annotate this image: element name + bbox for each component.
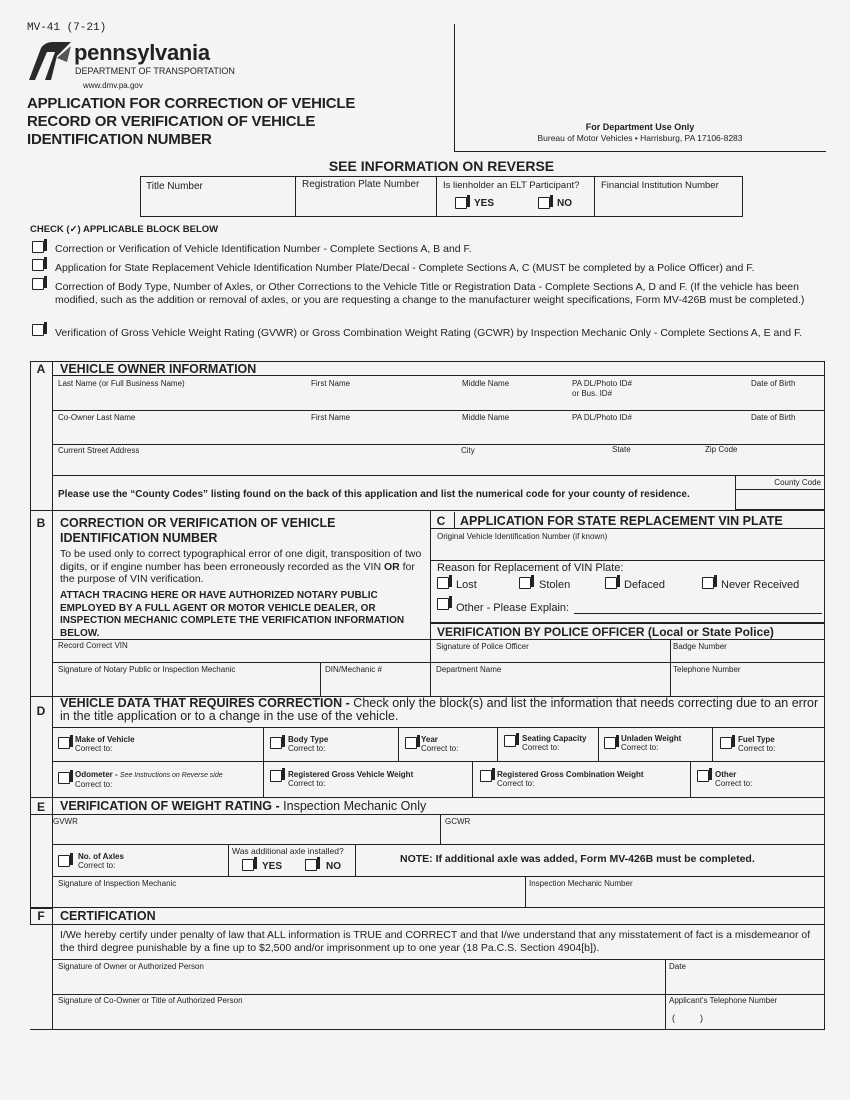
gcwr-label: GCWR xyxy=(445,817,471,826)
phone-label: Telephone Number xyxy=(673,665,741,674)
seating-field[interactable]: Seating Capacity Correct to: xyxy=(522,734,587,752)
section-f-letter-cap xyxy=(30,908,52,909)
d-row2-div2 xyxy=(472,761,473,798)
body-type-field[interactable]: Body Type Correct to: xyxy=(288,735,329,753)
certification-text: I/We hereby certify under penalty of law that ALL information is TRUE and CORRECT and that I/we understand that any misstatement of fact is a misdemeanor of the third degree punishable by a fine up to $2,500 and/or imprisonment up to one year (18 Pa.C.S. Section 4904[b]). xyxy=(60,929,811,954)
other-data-checkbox[interactable] xyxy=(697,770,709,782)
section-a-letter: A xyxy=(36,362,46,376)
section-d-title-rule xyxy=(52,727,825,728)
option4-checkbox[interactable] xyxy=(32,324,44,336)
co-sig-label: Signature of Co-Owner or Title of Authorized Person xyxy=(58,996,243,1005)
plate-number-field[interactable] xyxy=(296,176,437,217)
middle-name-label: Middle Name xyxy=(462,379,510,388)
title-number-label: Title Number xyxy=(146,181,203,192)
section-a-title: VEHICLE OWNER INFORMATION xyxy=(60,362,257,376)
make-field[interactable]: Make of Vehicle Correct to: xyxy=(75,735,135,753)
make-checkbox[interactable] xyxy=(58,737,70,749)
odometer-field[interactable]: Odometer - See Instructions on Reverse side Correct to: xyxy=(75,770,223,789)
lienholder-no-label: NO xyxy=(557,198,572,209)
axle-rule xyxy=(52,876,825,877)
co-dob-label: Date of Birth xyxy=(751,413,796,422)
section-b-instruction: ATTACH TRACING HERE OR HAVE AUTHORIZED NOTARY PUBLIC EMPLOYED BY A FULL AGENT OR MOTOR VEHICLE DEALER, OR INSPECTION MECHANIC COMPLETE THE VERIFICATION INFORMATION BELOW. xyxy=(60,590,405,639)
defaced-checkbox[interactable] xyxy=(605,577,617,589)
d-row1-div4 xyxy=(598,727,599,761)
record-vin-rule xyxy=(52,639,430,640)
mech-number-label: Inspection Mechanic Number xyxy=(529,879,633,888)
section-b-letter: B xyxy=(36,516,46,530)
badge-divider xyxy=(670,639,671,697)
din-label: DIN/Mechanic # xyxy=(325,665,382,674)
bureau-address: Bureau of Motor Vehicles • Harrisburg, PA 17106-8283 xyxy=(537,133,743,143)
other-data-field[interactable]: Other Correct to: xyxy=(715,770,753,788)
year-checkbox[interactable] xyxy=(405,737,417,749)
state-label: State xyxy=(612,445,631,454)
cert-text-rule xyxy=(52,959,825,960)
option1-checkbox[interactable] xyxy=(32,241,44,253)
first-name-label: First Name xyxy=(311,379,351,388)
financial-institution-field[interactable] xyxy=(595,176,743,217)
dept-use-label: For Department Use Only xyxy=(585,122,695,132)
option2-text: Application for State Replacement Vehicle Identification Number Plate/Decal - Complete Sections A, C (MUST be completed by a Police Officer) and F. xyxy=(55,262,755,274)
department-name: DEPARTMENT OF TRANSPORTATION xyxy=(75,66,235,76)
rgvw-checkbox[interactable] xyxy=(270,770,282,782)
county-code-inner-rule xyxy=(735,489,825,490)
section-f-title: CERTIFICATION xyxy=(60,909,156,923)
orig-vin-label: Original Vehicle Identification Number (if known) xyxy=(437,532,608,541)
section-f-letter-bottom xyxy=(30,924,52,925)
option1-text: Correction or Verification of Vehicle Identification Number - Complete Sections A, B and F. xyxy=(55,243,472,255)
city-label: City xyxy=(461,446,475,455)
header-bottom-rule xyxy=(454,151,826,152)
mech-divider xyxy=(525,876,526,908)
section-f-letter-left xyxy=(30,908,31,925)
app-phone-label: Applicant’s Telephone Number xyxy=(669,996,778,1005)
owner-sig-label: Signature of Owner or Authorized Person xyxy=(58,962,204,971)
d-row-rule xyxy=(52,761,825,762)
form-number: MV-41 (7-21) xyxy=(27,22,107,34)
co-pa-dl-label: PA DL/Photo ID# xyxy=(572,413,632,422)
section-a-letter-divider xyxy=(52,361,53,510)
seating-checkbox[interactable] xyxy=(504,735,516,747)
gvwr-divider xyxy=(440,814,441,844)
gvwr-label: GVWR xyxy=(53,817,78,826)
lienholder-no-checkbox[interactable] xyxy=(538,197,550,209)
section-e-title: VERIFICATION OF WEIGHT RATING - Inspection Mechanic Only xyxy=(60,799,427,813)
axles-field[interactable]: No. of Axles Correct to: xyxy=(78,852,124,870)
lienholder-yes-label: YES xyxy=(474,198,495,209)
rgvw-field[interactable]: Registered Gross Vehicle Weight Correct to: xyxy=(288,770,414,788)
app-phone-parens[interactable]: ( ) xyxy=(672,1013,703,1023)
section-a-title-rule xyxy=(52,375,825,376)
section-b-text: To be used only to correct typographical error of one digit, transposition of two digits, or if engine number has been erroneously recorded as the VIN OR for the purpose of VIN verification. xyxy=(60,548,422,585)
county-code-label: County Code xyxy=(774,478,821,487)
section-c-title: APPLICATION FOR STATE REPLACEMENT VIN PLATE xyxy=(460,514,783,528)
unladen-field[interactable]: Unladen Weight Correct to: xyxy=(621,734,682,752)
d-row1-div3 xyxy=(497,727,498,761)
financial-institution-label: Financial Institution Number xyxy=(601,180,719,191)
dob-label: Date of Birth xyxy=(751,379,796,388)
title-number-field[interactable] xyxy=(140,176,296,217)
section-c-letter: C xyxy=(436,514,446,528)
stolen-checkbox[interactable] xyxy=(519,577,531,589)
co-first-name-label: First Name xyxy=(311,413,351,422)
address-rule[interactable] xyxy=(52,475,825,476)
police-title-rule-top xyxy=(430,622,825,624)
record-vin-label: Record Correct VIN xyxy=(58,641,128,650)
d-row2-div3 xyxy=(690,761,691,798)
fuel-checkbox[interactable] xyxy=(720,737,732,749)
reason-label: Reason for Replacement of VIN Plate: xyxy=(437,562,624,574)
section-d-letter-divider xyxy=(52,697,53,798)
never-received-checkbox[interactable] xyxy=(702,577,714,589)
penndot-logo xyxy=(27,40,72,82)
co-middle-name-label: Middle Name xyxy=(462,413,510,422)
check-block-heading: CHECK (✓) APPLICABLE BLOCK BELOW xyxy=(30,224,219,235)
body-type-checkbox[interactable] xyxy=(270,737,282,749)
option3-checkbox[interactable] xyxy=(32,278,44,290)
axle-yes-label: YES xyxy=(262,861,283,872)
date-label: Date xyxy=(669,962,686,971)
rgcw-checkbox[interactable] xyxy=(480,770,492,782)
section-c-letter-divider xyxy=(454,512,455,528)
police-title-rule xyxy=(430,639,825,640)
section-e-letter: E xyxy=(36,800,45,814)
police-sig-rule[interactable] xyxy=(430,662,825,663)
year-field[interactable]: Year Correct to: xyxy=(421,735,459,753)
county-note: Please use the “County Codes” listing found on the back of this application and list the numerical code for your county of residence. xyxy=(58,489,690,500)
option4-text: Verification of Gross Vehicle Weight Rating (GVWR) or Gross Combination Weight Rating (GCWR) by Inspection Mechanic Only - Complete Sections A, E and F. xyxy=(55,327,803,339)
stolen-label: Stolen xyxy=(539,579,571,591)
co-last-name-label: Co-Owner Last Name xyxy=(58,413,136,422)
axle-yes-checkbox[interactable] xyxy=(242,859,254,871)
form-title: APPLICATION FOR CORRECTION OF VEHICLE RECORD OR VERIFICATION OF VEHICLE IDENTIFICATION NUMBER xyxy=(27,95,356,148)
section-d-title: VEHICLE DATA THAT REQUIRES CORRECTION - Check only the block(s) and list the information that needs correcting due to an error in the title application or to a change in the use of the vehicle. xyxy=(60,696,819,723)
plate-number-label: Registration Plate Number xyxy=(302,179,420,190)
option3-text: Correction of Body Type, Number of Axles, or Other Corrections to the Vehicle Title or Registration Data - Complete Sections A, D and F. (If the vehicle has been modified, such as the addition or removal of axles, or you are requesting a change to the manufacturer weight specifications, Form MV-426B must be completed.) xyxy=(55,281,805,306)
d-row1-div5 xyxy=(712,727,713,761)
zip-label: Zip Code xyxy=(705,445,738,454)
bc-divider xyxy=(430,510,431,697)
other-reason-checkbox[interactable] xyxy=(437,598,449,610)
defaced-label: Defaced xyxy=(624,579,665,591)
owner-sig-rule[interactable] xyxy=(52,994,825,995)
axle-no-label: NO xyxy=(326,861,341,872)
axle-note: NOTE: If additional axle was added, Form MV-426B must be completed. xyxy=(400,853,755,865)
d-row1-div2 xyxy=(398,727,399,761)
pa-dl-label: PA DL/Photo ID# or Bus. ID# xyxy=(572,379,632,398)
notary-sig-label: Signature of Notary Public or Inspection Mechanic xyxy=(58,665,236,674)
d-row2-div1 xyxy=(263,761,264,798)
fuel-field[interactable]: Fuel Type Correct to: xyxy=(738,735,776,753)
lienholder-yes-checkbox[interactable] xyxy=(455,197,467,209)
police-sig-label: Signature of Police Officer xyxy=(436,642,529,651)
brand-name: pennsylvania xyxy=(74,40,210,65)
lost-checkbox[interactable] xyxy=(437,577,449,589)
section-b-letter-divider xyxy=(52,510,53,697)
axle-note-divider xyxy=(355,844,356,876)
section-f-title-rule xyxy=(52,924,825,925)
notary-rule[interactable] xyxy=(52,662,430,663)
option2-checkbox[interactable] xyxy=(32,259,44,271)
other-explain-line[interactable] xyxy=(574,601,822,614)
other-reason-label: Other - Please Explain: xyxy=(456,602,570,614)
street-label: Current Street Address xyxy=(58,446,140,455)
police-verify-title: VERIFICATION BY POLICE OFFICER (Local or State Police) xyxy=(437,625,774,639)
section-d-letter: D xyxy=(36,704,46,718)
section-f-letter: F xyxy=(37,909,45,923)
section-b-title: CORRECTION OR VERIFICATION OF VEHICLE IDENTIFICATION NUMBER xyxy=(60,516,336,545)
axles-divider xyxy=(228,844,229,876)
owner-name-rule[interactable] xyxy=(52,410,825,411)
website: www.dmv.pa.gov xyxy=(83,81,143,90)
county-code-field[interactable] xyxy=(735,475,825,510)
dept-name-label: Department Name xyxy=(436,665,502,674)
gvwr-rule[interactable] xyxy=(52,844,825,845)
orig-vin-rule[interactable] xyxy=(430,560,825,561)
odometer-checkbox[interactable] xyxy=(58,772,70,784)
section-c-title-rule xyxy=(430,528,825,529)
mech-sig-label: Signature of Inspection Mechanic xyxy=(58,879,177,888)
axles-checkbox[interactable] xyxy=(58,855,70,867)
never-received-label: Never Received xyxy=(721,579,800,591)
unladen-checkbox[interactable] xyxy=(604,737,616,749)
axle-no-checkbox[interactable] xyxy=(305,859,317,871)
lienholder-question: Is lienholder an ELT Participant? xyxy=(443,180,580,191)
din-divider xyxy=(320,662,321,697)
d-row1-div1 xyxy=(263,727,264,761)
badge-label: Badge Number xyxy=(673,642,727,651)
see-info-reverse: SEE INFORMATION ON REVERSE xyxy=(328,158,555,174)
section-f-letter-divider xyxy=(52,908,53,1030)
last-name-label: Last Name (or Full Business Name) xyxy=(58,379,185,388)
section-e-title-rule xyxy=(30,814,825,815)
rgcw-field[interactable]: Registered Gross Combination Weight Correct to: xyxy=(497,770,644,788)
axle-question: Was additional axle installed? xyxy=(232,846,344,856)
lost-label: Lost xyxy=(456,579,477,591)
